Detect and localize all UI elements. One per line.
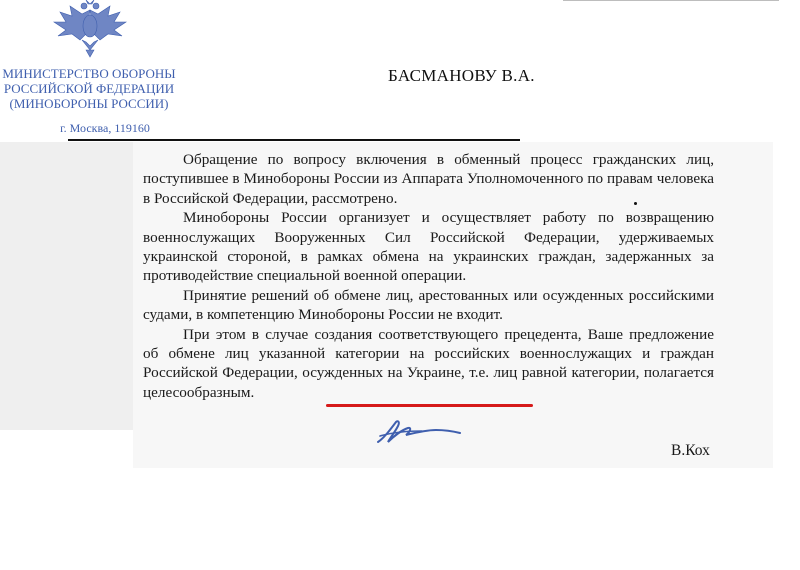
paragraph-1: Обращение по вопросу включения в обменный процесс гражданских лиц, поступившее в Минобороны России из Аппарата Уполномоченного по правам человека в Российской Федерации, рассмотрено.	[143, 151, 714, 207]
letter-text	[143, 150, 714, 402]
paragraph-2: Минобороны России организует и осуществляет работу по возвращению военнослужащих Вооруженных Сил Российской Федерации, удерживаемых украинской стороной, в рамках обмена на украинских граждан, задержанных за противодействие специальной военной операции.	[143, 209, 714, 285]
header-rule	[68, 139, 520, 141]
left-gray-background	[0, 142, 140, 430]
ministry-name-line-1: МИНИСТЕРСТВО ОБОРОНЫ	[2, 66, 176, 81]
recipient-name: БАСМАНОВУ В.А.	[388, 66, 535, 85]
ministry-name-line-3: (МИНОБОРОНЫ РОССИИ)	[9, 96, 169, 111]
highlighted-phrase: полагается целесообразным	[143, 364, 714, 401]
paragraph-3: Принятие решений об обмене лиц, арестованных или осужденных российскими судами, в компетенцию Минобороны России не входит.	[143, 286, 714, 324]
city-address: г. Москва, 119160	[60, 121, 150, 135]
paragraph-4-end: .	[250, 383, 255, 401]
paragraph-4-lead: При этом в случае создания соответствующего прецедента, Ваше предложение об обмене лиц указанной категории на российских военнослужащих и граждан Российской Федерации, осужденных на Украине, т.е. лиц равной категории,	[143, 325, 714, 382]
signer-name: В.Кох	[671, 442, 710, 459]
paragraph-4	[143, 325, 714, 403]
ministry-name-line-2: РОССИЙСКОЙ ФЕДЕРАЦИИ	[3, 81, 175, 96]
top-edge-line	[563, 0, 779, 1]
double-headed-eagle-emblem-icon	[42, 0, 138, 58]
handwritten-signature-icon	[374, 418, 464, 446]
ministry-name	[0, 66, 178, 111]
red-underline	[326, 404, 533, 407]
